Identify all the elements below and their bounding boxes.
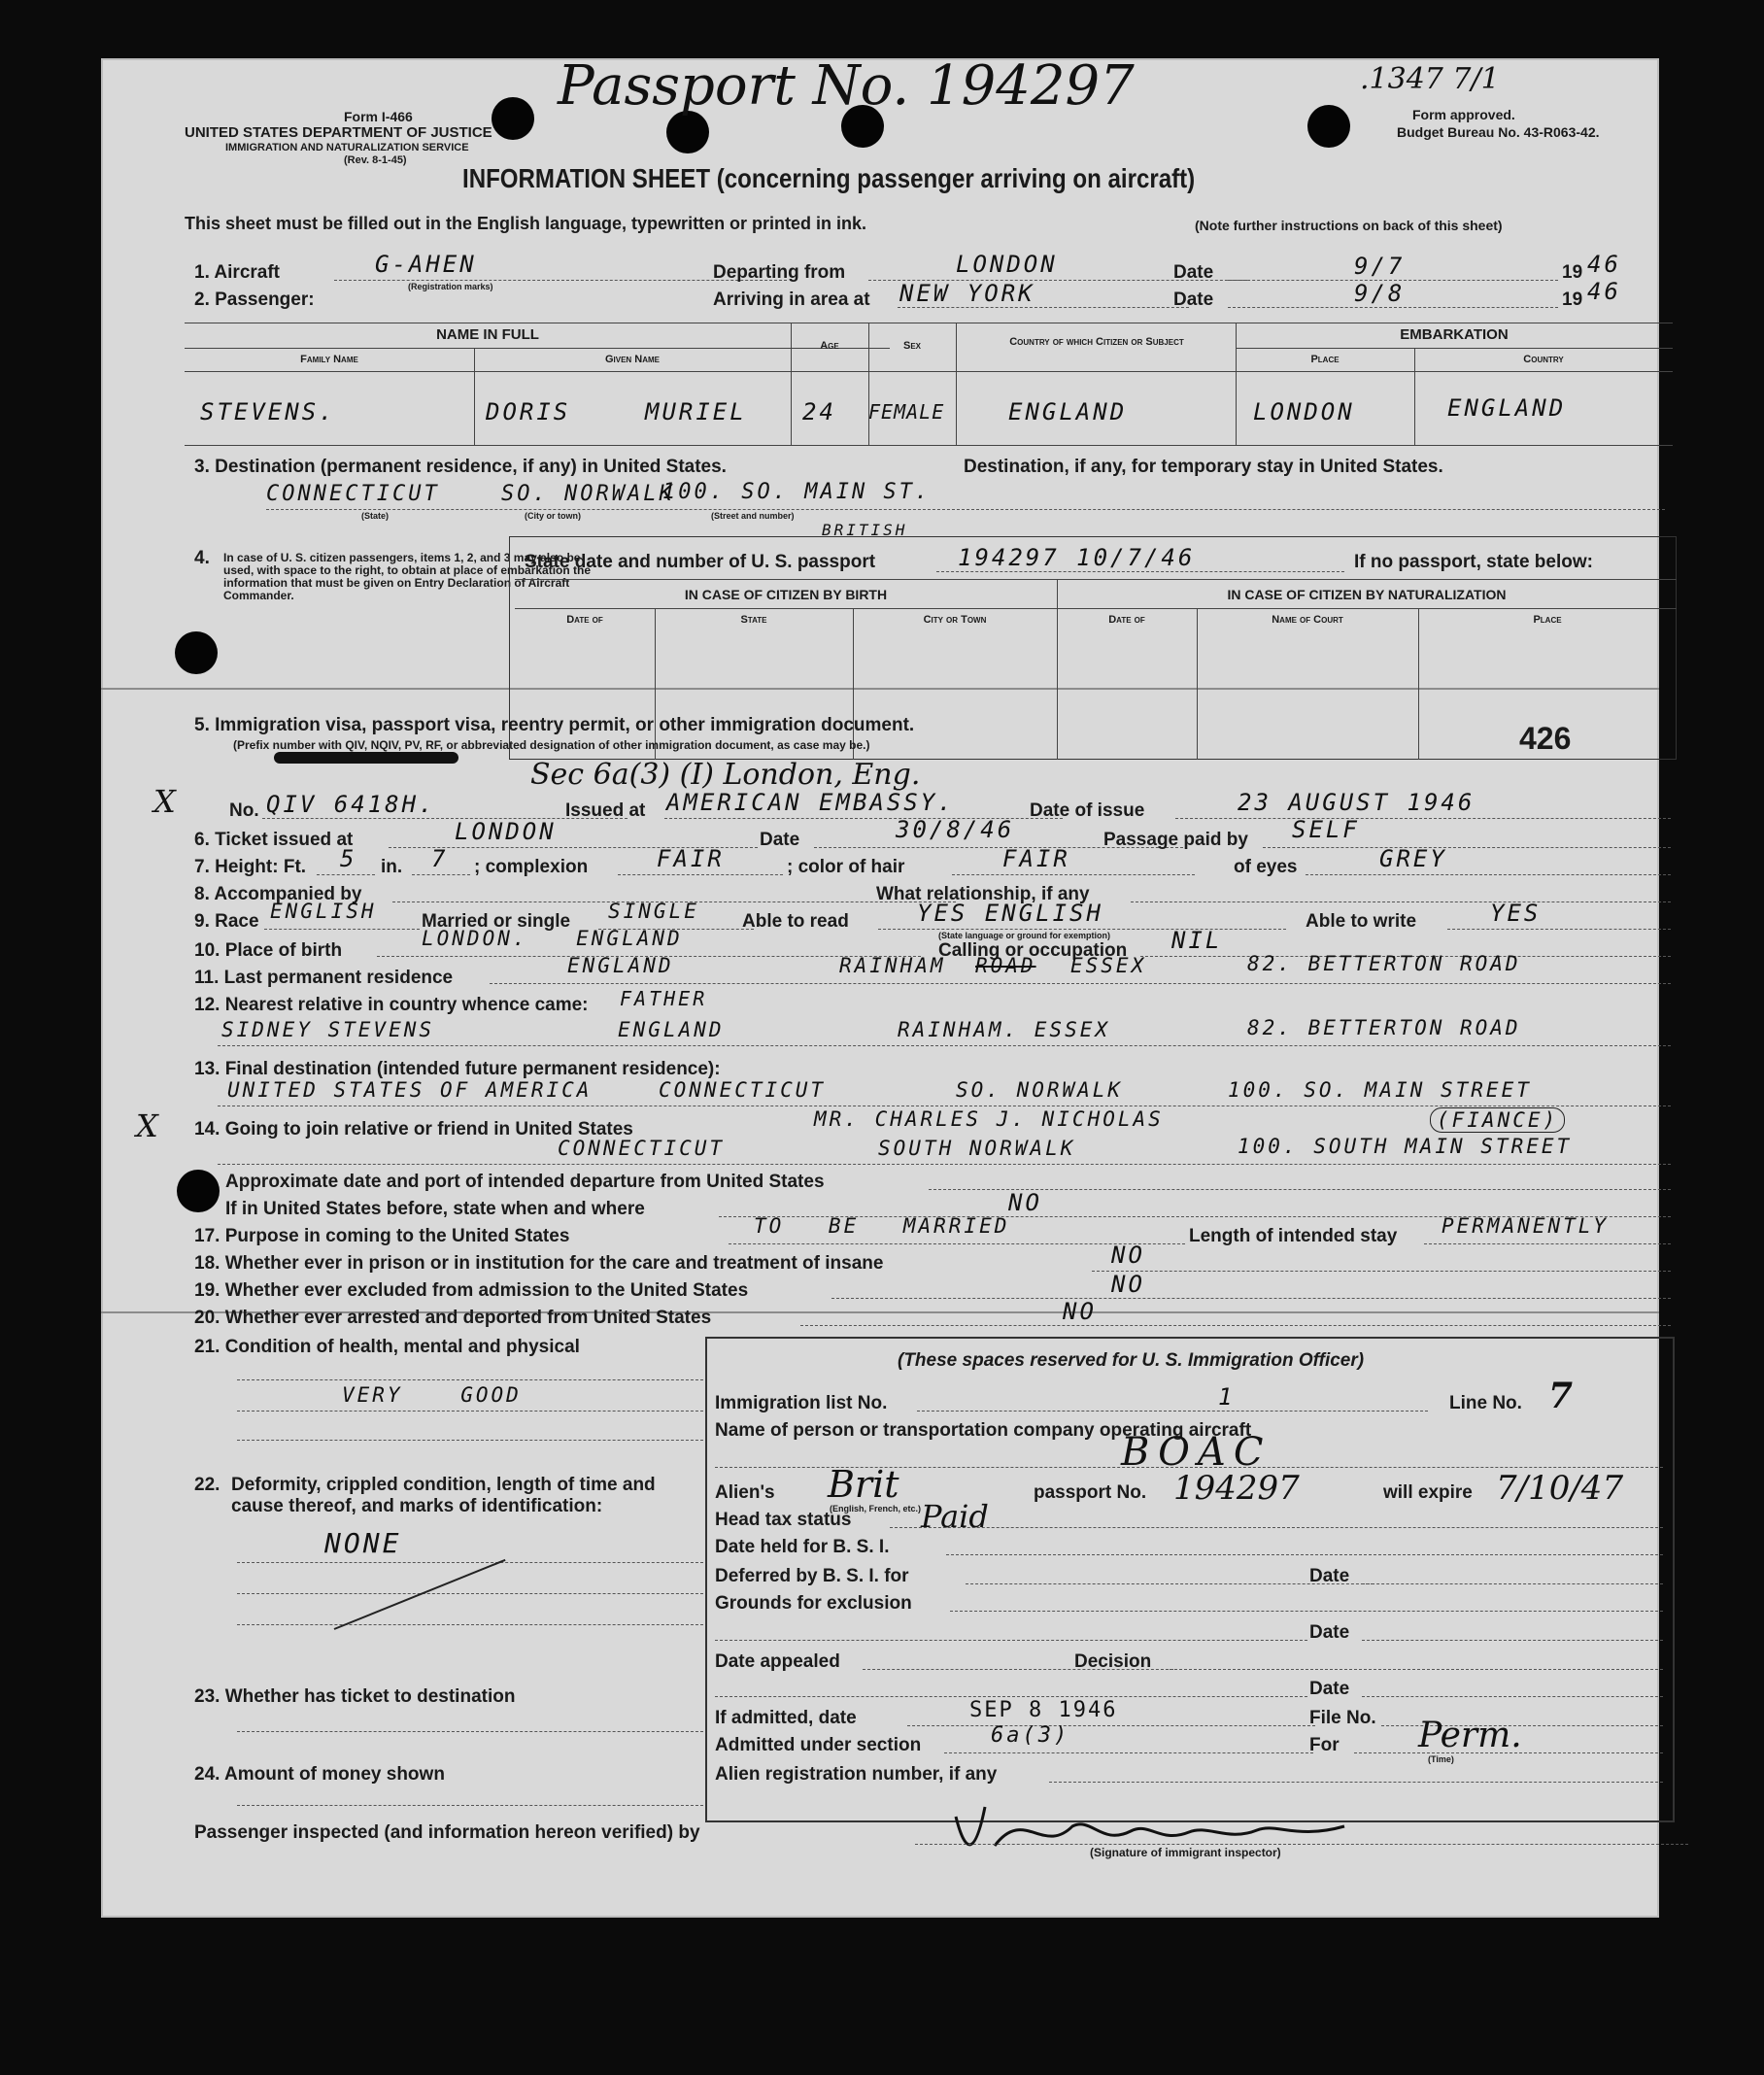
nat-header: IN CASE OF CITIZEN BY NATURALIZATION — [1227, 587, 1507, 602]
date-issue-label: Date of issue — [1030, 800, 1145, 821]
operator-value: BOAC — [1121, 1430, 1272, 1475]
state-caption: (State) — [361, 511, 390, 521]
aircraft-label: 1. Aircraft — [194, 262, 280, 283]
admitted-label: If admitted, date — [715, 1708, 857, 1728]
item11-county: ESSEX — [1070, 954, 1147, 977]
appealed-label: Date appealed — [715, 1651, 840, 1672]
item11-country: ENGLAND — [567, 954, 674, 977]
instruction-text: This sheet must be filled out in the English language, typewritten or printed in ink. — [185, 214, 867, 233]
item5-sublabel: (Prefix number with QIV, NQIV, PV, RF, or abbreviated designation of other immigration document, as case may be.) — [233, 738, 870, 752]
item13-label: 13. Final destination (intended future permanent residence): — [194, 1059, 721, 1079]
arrive-year: 46 — [1587, 278, 1621, 305]
sex-header: Sex — [902, 340, 921, 352]
passenger-label: 2. Passenger: — [194, 289, 315, 310]
item19-value: NO — [1111, 1271, 1145, 1298]
operator-label: Name of person or transportation company operating aircraft — [715, 1420, 1252, 1441]
alien-label: Alien's — [715, 1482, 775, 1503]
appeal-date-label: Date — [1309, 1679, 1350, 1699]
item17-value: TO BE MARRIED — [754, 1214, 1010, 1238]
item12-street: 82. BETTERTON ROAD — [1247, 1016, 1521, 1039]
redaction-mark — [274, 752, 458, 764]
item12-country: ENGLAND — [618, 1018, 725, 1041]
item23-label: 23. Whether has ticket to destination — [194, 1686, 516, 1707]
item10-label: 10. Place of birth — [194, 940, 343, 961]
item14-rel: (FIANCE) — [1430, 1107, 1565, 1133]
date-issue-value: 23 AUGUST 1946 — [1238, 789, 1476, 816]
age-value: 24 — [802, 398, 836, 425]
item10-calling: NIL — [1171, 927, 1223, 954]
item9-married-label: Married or single — [422, 911, 571, 932]
issued-value: AMERICAN EMBASSY. — [666, 789, 955, 816]
city-caption: (City or town) — [525, 511, 581, 521]
headtax-label: Head tax status — [715, 1510, 852, 1530]
item6-label: 6. Ticket issued at — [194, 830, 354, 850]
item4-number: 4. — [194, 548, 210, 568]
grounds-label: Grounds for exclusion — [715, 1593, 912, 1614]
given-name-value-2: MURIEL — [645, 398, 747, 425]
item20-value: NO — [1063, 1298, 1097, 1325]
item5-label: 5. Immigration visa, passport visa, reentry permit, or other immigration document. — [194, 715, 915, 735]
expire-value: 7/10/47 — [1496, 1469, 1624, 1508]
no-label: No. — [229, 800, 259, 821]
item16-value: NO — [1008, 1189, 1042, 1216]
headtax-value: Paid — [921, 1498, 989, 1535]
for-label: For — [1309, 1735, 1340, 1755]
item9-write: YES — [1490, 900, 1542, 927]
section-value: 6a(3) — [991, 1723, 1070, 1748]
item13-city: SO. NORWALK — [956, 1078, 1124, 1102]
alien-value: Brit — [828, 1463, 899, 1506]
no-value: QIV 6418H. — [266, 791, 436, 818]
punch-hole — [492, 97, 534, 140]
section-label: Admitted under section — [715, 1735, 922, 1755]
issued-label: Issued at — [565, 800, 646, 821]
item7-in-label: in. — [381, 857, 403, 877]
age-header: Age — [820, 340, 839, 352]
given-name-value-1: DORIS — [486, 398, 571, 425]
item8-rel-label: What relationship, if any — [876, 884, 1090, 904]
item9-married: SINGLE — [608, 900, 699, 923]
punch-hole — [177, 1170, 220, 1212]
item21-value: VERY GOOD — [342, 1383, 522, 1407]
passport-value: 194297 10/7/46 — [958, 544, 1196, 571]
item18-label: 18. Whether ever in prison or in institution for the care and treatment of insane — [194, 1253, 884, 1274]
item14-street: 100. SOUTH MAIN STREET — [1238, 1135, 1573, 1158]
col-place: Place — [1533, 614, 1562, 626]
item12-name: SIDNEY STEVENS — [221, 1018, 435, 1041]
citizen-value: ENGLAND — [1008, 398, 1128, 425]
family-name-header: Family Name — [300, 354, 358, 365]
inspected-label: Passenger inspected (and information hereon verified) by — [194, 1822, 700, 1843]
revision: (Rev. 8-1-45) — [344, 154, 407, 166]
date-label: Date — [1173, 262, 1214, 283]
col-state: State — [740, 614, 767, 626]
item9-label: 9. Race — [194, 911, 259, 932]
line-value: 7 — [1548, 1376, 1574, 1416]
grounds-date-label: Date — [1309, 1622, 1350, 1643]
item13-state: CONNECTICUT — [659, 1078, 827, 1102]
sex-value: FEMALE — [868, 400, 945, 424]
deferred-date-label: Date — [1309, 1566, 1350, 1586]
item22-label: Deformity, crippled condition, length of time and cause thereof, and marks of identification: — [231, 1475, 656, 1516]
country-value: ENGLAND — [1447, 394, 1567, 422]
birth-header: IN CASE OF CITIZEN BY BIRTH — [684, 587, 888, 602]
item22-value: NONE — [324, 1527, 402, 1559]
item9-read-label: Able to read — [742, 911, 849, 932]
item17-length-label: Length of intended stay — [1189, 1226, 1398, 1246]
item4-text: In case of U. S. citizen passengers, items 1, 2, and 3 may also be used, with space to the right, to obtain at place of embarkation the information that must be given on Entry Declaration of Aircraft Commander. — [223, 551, 592, 602]
name-in-full-header: NAME IN FULL — [436, 326, 539, 343]
year-prefix: 19 — [1562, 262, 1583, 283]
decision-label: Decision — [1074, 1651, 1152, 1672]
embarkation-header: EMBARKATION — [1400, 326, 1509, 343]
form-number: Form I-466 — [344, 109, 413, 124]
page-title: INFORMATION SHEET (concerning passenger arriving on aircraft) — [462, 163, 1196, 193]
form-approved: Form approved. — [1412, 107, 1515, 122]
item19-label: 19. Whether ever excluded from admission to the United States — [194, 1280, 749, 1301]
passport-label: State date and number of U. S. passport — [525, 552, 876, 572]
punch-hole — [175, 631, 218, 674]
passport-annotation: Passport No. 194297 — [558, 54, 1135, 118]
item7-in: 7 — [431, 845, 449, 872]
item11-struck: ROAD — [975, 954, 1036, 977]
punch-hole — [1307, 105, 1350, 148]
item6-date-value: 30/8/46 — [896, 816, 1015, 843]
item6-value: LONDON — [455, 818, 557, 845]
item3-city: SO. NORWALK — [501, 482, 675, 506]
officer-passport-label: passport No. — [1034, 1482, 1147, 1503]
item21-label: 21. Condition of health, mental and physical — [194, 1337, 580, 1357]
arriving-label: Arriving in area at — [713, 289, 870, 310]
country-citizen-header: Country of which Citizen or Subject — [1009, 336, 1184, 348]
x-mark-1: X — [153, 783, 176, 820]
departing-label: Departing from — [713, 262, 846, 283]
item11-city: RAINHAM — [839, 954, 946, 977]
lang-caption-2: (English, French, etc.) — [830, 1504, 922, 1514]
expire-label: will expire — [1383, 1482, 1473, 1503]
corner-annotation: .1347 7/1 — [1360, 62, 1500, 96]
col-date-nat: Date of — [1108, 614, 1145, 626]
officer-box-title: (These spaces reserved for U. S. Immigration Officer) — [898, 1350, 1365, 1371]
year-prefix-2: 19 — [1562, 289, 1583, 310]
item14-name: MR. CHARLES J. NICHOLAS — [814, 1107, 1164, 1131]
item7-complexion: FAIR — [657, 845, 725, 872]
item9-read: YES ENGLISH — [917, 900, 1103, 927]
place-header: Place — [1310, 354, 1340, 365]
item13-street: 100. SO. MAIN STREET — [1228, 1078, 1532, 1102]
item7-eyes: GREY — [1379, 845, 1447, 872]
arrive-date: 9/8 — [1354, 280, 1406, 307]
item9-write-label: Able to write — [1306, 911, 1417, 932]
item18-value: NO — [1111, 1242, 1145, 1269]
item14-label: 14. Going to join relative or friend in United States — [194, 1119, 633, 1140]
place-value: LONDON — [1253, 398, 1355, 425]
item14-state: CONNECTICUT — [558, 1137, 726, 1160]
item11-label: 11. Last permanent residence — [194, 968, 454, 988]
item9-race: ENGLISH — [270, 900, 377, 923]
item5-annotation: Sec 6a(3) (I) London, Eng. — [530, 758, 921, 792]
admitted-value: SEP 8 1946 — [969, 1698, 1118, 1722]
item10-calling-label: Calling or occupation — [938, 940, 1128, 961]
item11-street: 82. BETTERTON ROAD — [1247, 952, 1521, 975]
budget-bureau: Budget Bureau No. 43-R063-42. — [1397, 124, 1600, 140]
item8-label: 8. Accompanied by — [194, 884, 362, 904]
item7-hair: FAIR — [1002, 845, 1070, 872]
item15-label: Approximate date and port of intended departure from United States — [225, 1172, 825, 1192]
item3-street: 100. SO. MAIN ST. — [662, 480, 932, 504]
number-426: 426 — [1519, 721, 1572, 756]
item7-label: 7. Height: Ft. — [194, 857, 307, 877]
list-value: 1 — [1218, 1383, 1236, 1411]
form-sheet — [101, 54, 1659, 1918]
item12-rel: FATHER — [620, 987, 708, 1010]
depart-date: 9/7 — [1354, 253, 1406, 280]
given-name-header: Given Name — [604, 354, 660, 365]
item17-label: 17. Purpose in coming to the United States — [194, 1226, 570, 1246]
family-name-value: STEVENS. — [200, 398, 336, 425]
department: UNITED STATES DEPARTMENT OF JUSTICE — [185, 124, 492, 141]
item10-value: LONDON. ENGLAND — [422, 927, 683, 950]
time-caption: (Time) — [1428, 1754, 1454, 1764]
item22-number: 22. — [194, 1475, 220, 1495]
aircraft-value: G-AHEN — [375, 251, 477, 278]
lang-caption: (State language or ground for exemption) — [938, 931, 1111, 940]
signature-caption: (Signature of immigrant inspector) — [1090, 1846, 1281, 1859]
item3-label: 3. Destination (permanent residence, if any) in United States. — [194, 457, 727, 477]
item12-city: RAINHAM. ESSEX — [898, 1018, 1111, 1041]
item7-ft: 5 — [340, 845, 357, 872]
bsi-held-label: Date held for B. S. I. — [715, 1537, 890, 1557]
registration-caption: (Registration marks) — [408, 282, 493, 291]
service: IMMIGRATION AND NATURALIZATION SERVICE — [225, 142, 469, 153]
back-note: (Note further instructions on back of this sheet) — [1195, 218, 1503, 233]
item14-city: SOUTH NORWALK — [878, 1137, 1076, 1160]
item13-country: UNITED STATES OF AMERICA — [227, 1078, 593, 1102]
item3-temp-label: Destination, if any, for temporary stay in United States. — [964, 457, 1443, 477]
deferred-label: Deferred by B. S. I. for — [715, 1566, 909, 1586]
item20-label: 20. Whether ever arrested and deported from United States — [194, 1308, 712, 1328]
item12-label: 12. Nearest relative in country whence came: — [194, 995, 589, 1015]
item6-paid-label: Passage paid by — [1103, 830, 1248, 850]
line-label: Line No. — [1449, 1393, 1522, 1413]
item16-label: If in United States before, state when and where — [225, 1199, 645, 1219]
item24-label: 24. Amount of money shown — [194, 1764, 445, 1785]
fileno-label: File No. — [1309, 1708, 1376, 1728]
british-overwrite: BRITISH — [822, 521, 908, 539]
no-passport-label: If no passport, state below: — [1354, 552, 1593, 572]
country-header: Country — [1523, 354, 1564, 365]
strike-line — [334, 1559, 506, 1630]
item3-state: CONNECTICUT — [266, 482, 440, 506]
col-court: Name of Court — [1272, 614, 1343, 626]
item6-paid-value: SELF — [1292, 816, 1360, 843]
list-label: Immigration list No. — [715, 1393, 888, 1413]
col-date-birth: Date of — [566, 614, 603, 626]
item7-eyes-label: of eyes — [1234, 857, 1298, 877]
departing-value: LONDON — [956, 251, 1058, 278]
col-city: City or Town — [923, 614, 987, 626]
street-caption: (Street and number) — [711, 511, 795, 521]
item6-date-label: Date — [760, 830, 800, 850]
alien-reg-label: Alien registration number, if any — [715, 1764, 998, 1785]
depart-year: 46 — [1587, 251, 1621, 278]
x-mark-2: X — [136, 1107, 158, 1144]
date-label-2: Date — [1173, 289, 1214, 310]
item7-complexion-label: ; complexion — [474, 857, 589, 877]
arriving-value: NEW YORK — [899, 280, 1035, 307]
item17-length: PERMANENTLY — [1442, 1214, 1610, 1238]
for-value: Perm. — [1418, 1716, 1522, 1755]
officer-passport-value: 194297 — [1173, 1469, 1300, 1508]
item7-hair-label: ; color of hair — [787, 857, 905, 877]
